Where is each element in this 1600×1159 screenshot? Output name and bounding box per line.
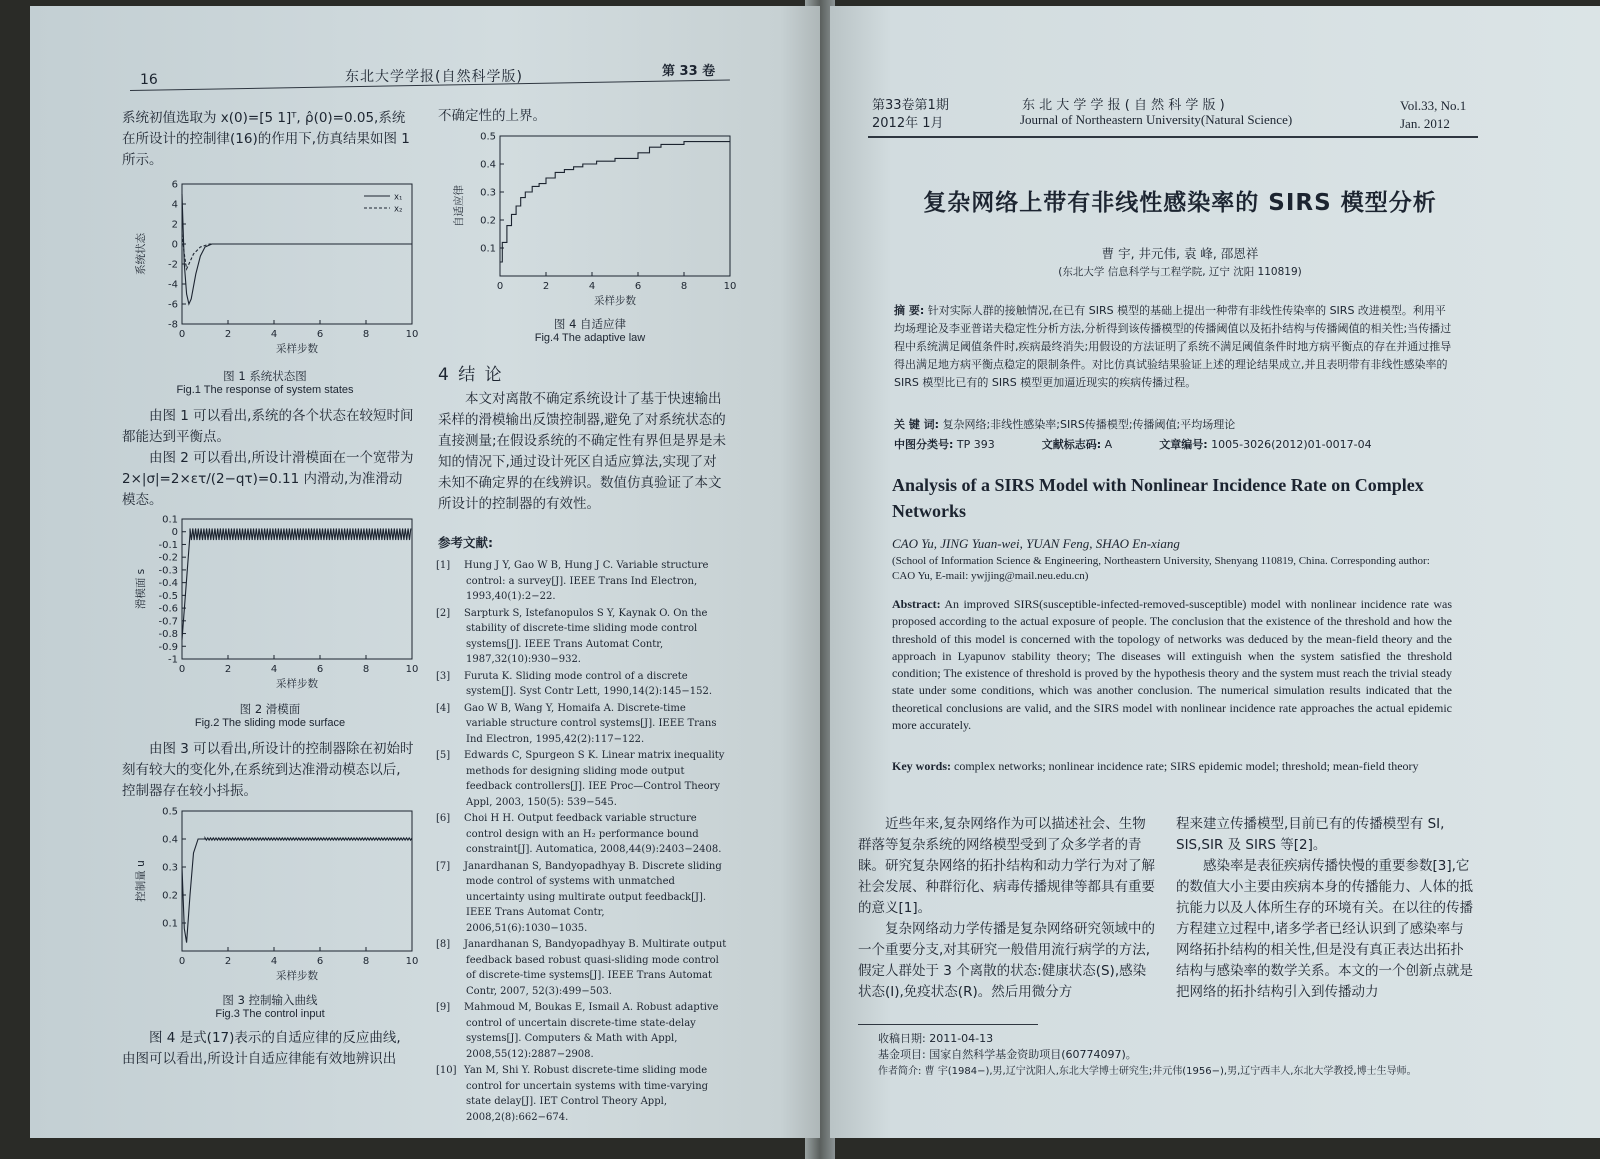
article-number-label: 文章编号:	[1159, 438, 1208, 451]
y-axis-label: 自适应律	[453, 185, 465, 227]
intro-col2-p2: 感染率是表征疾病传播快慢的重要参数[3],它的数值大小主要由疾病本身的传播能力、人体的抵抗能力以及人体所生存的环境有关。在以往的传播方程建立过程中,诸多学者已经认识到了感染率与网络拓扑结构的相关性,但是没有真正表达出拓扑结构与感染率的数学关系。本文的一个创新点就是把网络的拓扑结构引入到传播动力	[1176, 858, 1473, 1000]
authors-zh: 曹 宇, 井元伟, 袁 峰, 邵恩祥	[1101, 246, 1259, 261]
y-tick-label: -0.1	[158, 539, 178, 551]
reference-text: Janardhanan S, Bandyopadhyay B. Discrete sliding mode control of systems with unmatched uncertainty using multirate output feedback[J]. IEEE Trans Automat Contr, 2006,51(6):1030−1035.	[464, 860, 722, 934]
reference-text: Gao W B, Wang Y, Homaifa A. Discrete-time variable structure control systems[J]. IEEE Trans Ind Electron, 1995,42(2):117−122.	[464, 702, 717, 745]
fig3-caption-zh: 图 3 控制输入曲线	[222, 993, 318, 1007]
reference-item	[436, 606, 728, 668]
reference-number: [3]	[436, 670, 451, 682]
x-tick-label: 6	[634, 281, 642, 292]
y-tick-label: 4	[171, 199, 178, 211]
footnote-rule	[858, 1024, 1038, 1025]
x-axis-label: 采样步数	[276, 970, 318, 982]
y-tick-label: -0.5	[158, 590, 178, 602]
reference-item	[436, 937, 728, 999]
journal-name-en: Journal of Northeastern University(Natural Science)	[1020, 112, 1293, 127]
keywords-zh-label: 关 键 词:	[894, 418, 940, 431]
abstract-zh-text: 针对实际人群的接触情况,在已有 SIRS 模型的基础上提出一种带有非线性传染率的 SIRS 改进模型。利用平均场理论及李亚普诺夫稳定性分析方法,分析得到该传播模型的传播阈值以及拓扑结构与传播阈值的相关性;当传播过程中系统满足阈值条件时,疾病最终消失;用假设的方法证明了系统不满足阈值条件时地方病平衡点的存在并通过推导得出满足地方病平衡点稳定的限制条件。对比仿真试验结果验证上述的理论结果成立,并且表明带有非线性感染率的 SIRS 模型比已有的 SIRS 模型更加逼近现实的疾病传播过程。	[894, 304, 1452, 389]
y-tick-label: 0.2	[480, 215, 496, 227]
series-line-2	[182, 234, 412, 269]
x-tick-label: 2	[224, 329, 232, 340]
y-tick-label: 0.5	[480, 131, 496, 143]
reference-number: [8]	[436, 939, 451, 950]
y-tick-label: -0.9	[158, 641, 178, 653]
page-number: 16	[140, 72, 158, 88]
x-tick-label: 4	[270, 329, 278, 340]
classification-line	[894, 436, 1474, 452]
y-tick-label: 0.1	[480, 243, 496, 255]
y-tick-label: 0	[171, 239, 178, 251]
y-tick-label: 0.4	[480, 159, 496, 171]
legend-label: x₂	[394, 204, 403, 215]
abstract-en-label: Abstract:	[892, 597, 941, 611]
plot-frame	[182, 811, 412, 951]
y-tick-label: 0.5	[162, 806, 178, 818]
fig1-caption-zh: 图 1 系统状态图	[223, 369, 307, 383]
x-tick-label: 2	[224, 664, 232, 675]
para-fig2: 由图 2 可以看出,所设计滑模面在一个宽带为 2×|σ|=2×ετ/(2−qτ)=0.11 内滑动,为准滑动模态。	[122, 450, 414, 508]
series-line-1	[182, 529, 411, 640]
reference-item	[436, 701, 728, 748]
intro-col2-p1: 程来建立传播模型,目前已有的传播模型有 SI, SIS,SIR 及 SIRS 等[2]。	[1176, 816, 1445, 853]
volume-label: 第 33 卷	[662, 64, 716, 79]
y-tick-label: 0.1	[162, 514, 178, 526]
legend-label: x₁	[394, 192, 403, 203]
keywords-zh-block	[894, 416, 1454, 432]
reference-item	[436, 748, 728, 810]
y-tick-label: 0	[171, 527, 178, 539]
x-tick-label: 10	[405, 329, 419, 340]
reference-text: Janardhanan S, Bandyopadhyay B. Multirate output feedback based robust quasi-sliding mode control of discrete-time systems[J]. IEEE Trans Automat Contr, 2007, 52(3):499−503.	[464, 939, 727, 997]
x-axis-label: 采样步数	[276, 343, 318, 355]
fig1-chart	[130, 176, 420, 366]
intro-col1-p1: 近些年来,复杂网络作为可以描述社会、生物群落等复杂系统的网络模型受到了众多学者的青睐。研究复杂网络的拓扑结构和动力学行为对了解社会发展、种群衍化、病毒传播规律等都具有重要的意义[1]。	[858, 816, 1155, 916]
series-line-1	[182, 838, 412, 943]
y-tick-label: 0.2	[162, 890, 178, 902]
x-axis-label: 采样步数	[594, 295, 636, 307]
volume-number: Vol.33, No.1	[1400, 98, 1467, 113]
left-page	[30, 6, 820, 1138]
x-tick-label: 8	[362, 956, 370, 967]
right-page	[830, 6, 1600, 1138]
col1-intro: 系统初值选取为 x(0)=[5 1]ᵀ, ρ̂(0)=0.05,系统在所设计的控制律(16)的作用下,仿真结果如图 1 所示。	[122, 110, 410, 168]
y-tick-label: -0.2	[158, 552, 178, 564]
class-value: TP 393	[956, 438, 995, 451]
abstract-en-text: An improved SIRS(susceptible-infected-removed-susceptible) model with nonlinear incidence rate was proposed according to the actual exposure of people. The conclusion that the existence of the threshold and how the threshold of this model is concerned with the topology of networks was deduced by the mean-field theory and the approach in Lyapunov stability theory; The diseases will extinguish when the system satisfied the threshold condition; The existence of threshold is proved by the hypothesis theory and the system must reach the trivial steady state under some conditions, which was another conclusion. The numerical simulation results indicated that the theoretical conclusions are valid, and the SIRS model with nonlinear incidence rate approaches the actual epidemic more accurately.	[892, 597, 1452, 733]
authors-en: CAO Yu, JING Yuan-wei, YUAN Feng, SHAO En-xiang	[892, 536, 1180, 551]
reference-text: Hung J Y, Gao W B, Hung J C. Variable structure control: a survey[J]. IEEE Trans Ind Electron, 1993,40(1):2−22.	[464, 560, 709, 602]
reference-text: Choi H H. Output feedback variable structure control design with an H₂ performance bound constraint[J]. Automatica, 2008,44(9):2403−2408.	[464, 813, 722, 855]
para-fig4: 图 4 是式(17)表示的自适应律的反应曲线,由图可以看出,所设计自适应律能有效地辨识出	[122, 1030, 401, 1067]
keywords-en-label: Key words:	[892, 759, 951, 773]
para-fig3: 由图 3 可以看出,所设计的控制器除在初始时刻有较大的变化外,在系统到达准滑动模态以后,控制器存在较小抖振。	[122, 741, 414, 799]
x-tick-label: 2	[224, 956, 232, 967]
header-rule-right	[868, 136, 1478, 138]
y-tick-label: 0.3	[162, 862, 178, 874]
reference-number: [7]	[436, 860, 451, 872]
keywords-en-block	[892, 758, 1452, 775]
x-tick-label: 10	[405, 956, 419, 967]
para-fig1: 由图 1 可以看出,系统的各个状态在较短时间都能达到平衡点。	[122, 408, 414, 445]
fig2-caption-zh: 图 2 滑模面	[239, 702, 301, 716]
abstract-zh-label: 摘 要:	[894, 304, 925, 317]
x-tick-label: 8	[680, 281, 688, 292]
fig4-caption-zh: 图 4 自适应律	[553, 317, 627, 331]
reference-item	[436, 1063, 728, 1125]
keywords-zh-text: 复杂网络;非线性感染率;SIRS传播模型;传播阈值;平均场理论	[942, 418, 1236, 431]
issue-date: 2012年 1月	[872, 116, 944, 131]
x-tick-label: 10	[405, 664, 419, 675]
x-tick-label: 6	[316, 956, 324, 967]
y-tick-label: -2	[168, 259, 178, 271]
y-tick-label: -0.4	[158, 578, 178, 590]
journal-name-zh: 东 北 大 学 学 报 ( 自 然 科 学 版 )	[1022, 98, 1225, 113]
reference-item	[436, 669, 728, 700]
y-axis-label: 系统状态	[135, 233, 147, 275]
y-tick-label: 0.4	[162, 834, 178, 846]
intro-col1-p2: 复杂网络动力学传播是复杂网络研究领域中的一个重要分支,对其研究一般借用流行病学的方法,假定人群处于 3 个离散的状态:健康状态(S),感染状态(I),免疫状态(R)。然后用微分方	[858, 921, 1155, 1000]
reference-number: [4]	[436, 702, 451, 714]
y-tick-label: 6	[171, 179, 178, 191]
reference-number: [9]	[436, 1002, 451, 1013]
x-tick-label: 4	[588, 281, 596, 292]
fig4-caption-en: Fig.4 The adaptive law	[534, 332, 646, 344]
reference-text: Yan M, Shi Y. Robust discrete-time sliding mode control for uncertain systems with time-varying state delay[J]. IET Control Theory Appl, 2008,2(8):662−674.	[464, 1065, 709, 1123]
x-tick-label: 4	[270, 956, 278, 967]
fig3-caption-en: Fig.3 The control input	[215, 1008, 325, 1020]
reference-item	[436, 1000, 728, 1062]
x-tick-label: 0	[178, 664, 186, 675]
keywords-en-text: complex networks; nonlinear incidence rate; SIRS epidemic model; threshold; mean-field theory	[954, 759, 1419, 773]
class-label: 中图分类号:	[894, 438, 954, 451]
reference-number: [2]	[436, 607, 451, 619]
plot-frame	[500, 136, 730, 276]
footnote-author: 作者简介: 曹 宇(1984−),男,辽宁沈阳人,东北大学博士研究生;井元伟(1956−),男,辽宁西丰人,东北大学教授,博士生导师。	[878, 1066, 1417, 1077]
running-title: 东北大学学报(自然科学版)	[345, 69, 523, 85]
reference-number: [6]	[436, 813, 451, 824]
y-tick-label: -0.7	[158, 616, 178, 628]
y-tick-label: -8	[168, 319, 178, 331]
reference-text: Edwards C, Spurgeon S K. Linear matrix inequality methods for designing sliding mode output feedback controllers[J]. IEE Proc—Control Theory Appl, 2003, 150(5): 539−545.	[464, 750, 725, 808]
fig2-chart	[130, 511, 420, 701]
article-title-en: Analysis of a SIRS Model with Nonlinear Incidence Rate on Complex Networks	[892, 475, 1424, 521]
series-line-1	[500, 142, 730, 262]
conclusion-text: 本文对离散不确定系统设计了基于快速输出采样的滑模输出反馈控制器,避免了对系统状态的直接测量;在假设系统的不确定性有界但是界是未知的情况下,通过设计死区自适应算法,实现了对未知不确定界的在线辨识。数值仿真验证了本文所设计的控制器的有效性。	[438, 391, 727, 512]
article-number-value: 1005-3026(2012)01-0017-04	[1211, 438, 1372, 451]
y-tick-label: 0.1	[162, 918, 178, 930]
x-tick-label: 0	[178, 329, 186, 340]
series-line-1	[182, 194, 412, 304]
doc-code-label: 文献标志码:	[1041, 438, 1102, 451]
y-tick-label: -0.8	[158, 629, 178, 641]
doc-code-value: A	[1104, 438, 1113, 451]
footnote-received: 收稿日期: 2011-04-13	[878, 1032, 994, 1045]
publish-date: Jan. 2012	[1400, 116, 1450, 131]
abstract-en-block	[892, 596, 1452, 734]
fig3-chart	[130, 803, 420, 993]
fig4-chart	[448, 128, 738, 318]
reference-number: [10]	[436, 1065, 457, 1076]
y-tick-label: 2	[171, 219, 178, 231]
x-tick-label: 4	[270, 664, 278, 675]
fig2-caption-en: Fig.2 The sliding mode surface	[194, 717, 346, 729]
issue-label: 第33卷第1期	[872, 98, 949, 113]
x-tick-label: 6	[316, 329, 324, 340]
x-tick-label: 0	[496, 281, 504, 292]
article-title-zh: 复杂网络上带有非线性感染率的 SIRS 模型分析	[923, 190, 1437, 216]
reference-item	[436, 859, 728, 937]
col2-intro: 不确定性的上界。	[438, 108, 546, 124]
footnote-fund: 基金项目: 国家自然科学基金资助项目(60774097)。	[878, 1048, 1137, 1061]
x-axis-label: 采样步数	[276, 678, 318, 690]
x-tick-label: 10	[723, 281, 737, 292]
reference-text: Furuta K. Sliding mode control of a discrete system[J]. Syst Contr Lett, 1990,14(2):145−152.	[464, 670, 712, 697]
reference-number: [1]	[436, 560, 451, 571]
reference-item	[436, 811, 728, 858]
y-tick-label: -1	[168, 654, 178, 666]
y-axis-label: 控制量 u	[135, 860, 147, 902]
affiliation-zh: (东北大学 信息科学与工程学院, 辽宁 沈阳 110819)	[1058, 266, 1302, 278]
x-tick-label: 2	[542, 281, 550, 292]
section-heading: 4 结 论	[438, 365, 504, 385]
y-tick-label: -0.3	[158, 565, 178, 577]
fig1-caption-en: Fig.1 The response of system states	[176, 384, 354, 396]
x-tick-label: 8	[362, 664, 370, 675]
affiliation-en: (School of Information Science & Engineering, Northeastern University, Shenyang 110819, China. Corresponding author: CAO Yu, E-mail: ywjjing@mail.neu.edu.cn)	[892, 555, 1430, 582]
x-tick-label: 0	[178, 956, 186, 967]
references-heading: 参考文献:	[438, 535, 493, 550]
reference-number: [5]	[436, 750, 451, 761]
y-tick-label: 0.3	[480, 187, 496, 199]
reference-text: Mahmoud M, Boukas E, Ismail A. Robust adaptive control of uncertain discrete-time state-delay systems[J]. Computers & Math with Appl, 2008,55(12):2887−2908.	[464, 1002, 719, 1060]
x-tick-label: 8	[362, 329, 370, 340]
abstract-zh-block	[894, 302, 1454, 392]
y-tick-label: -4	[168, 279, 178, 291]
reference-item	[436, 558, 728, 605]
plot-frame	[182, 184, 412, 324]
y-tick-label: -6	[168, 299, 178, 311]
y-axis-label: 滑模面 s	[135, 568, 147, 610]
y-tick-label: -0.6	[158, 603, 178, 615]
reference-text: Sarpturk S, Istefanopulos S Y, Kaynak O. On the stability of discrete-time sliding mode control systems[J]. IEEE Trans Automat Contr, 1987,32(10):930−932.	[464, 607, 708, 665]
reference-list	[436, 558, 728, 1126]
x-tick-label: 6	[316, 664, 324, 675]
